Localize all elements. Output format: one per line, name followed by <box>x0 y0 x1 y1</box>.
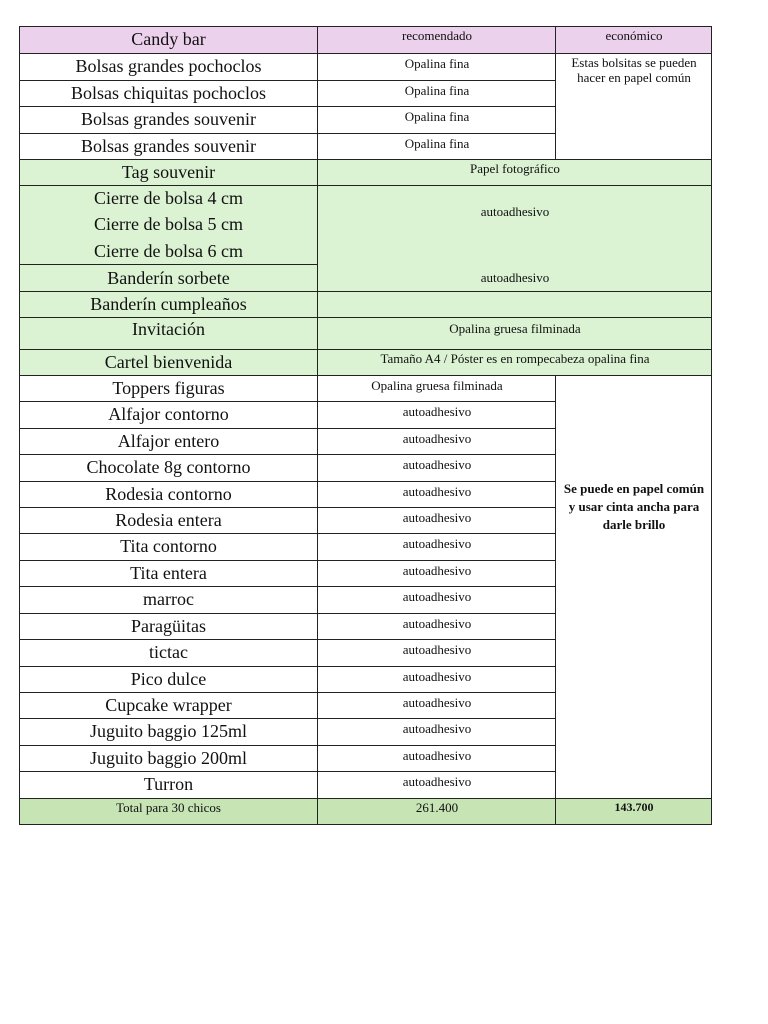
bags-note: Estas bolsitas se pueden hacer en papel común <box>571 55 697 85</box>
item-cell: Cupcake wrapper <box>105 694 232 715</box>
material-cell: autoadhesivo <box>480 203 550 219</box>
item-cell: marroc <box>143 589 194 609</box>
total-label: Total para 30 chicos <box>116 800 221 815</box>
material-cell: autoadhesivo <box>402 536 472 551</box>
item-cell: Alfajor entero <box>117 430 220 451</box>
material-cell: autoadhesivo <box>402 669 472 684</box>
item-cell: Rodesia contorno <box>105 483 232 504</box>
grid-line <box>19 106 556 107</box>
grid-line <box>19 53 712 54</box>
grid-line <box>19 401 556 402</box>
grid-line <box>19 745 556 746</box>
item-cell: Alfajor contorno <box>108 404 229 424</box>
item-cell: Bolsas grandes pochoclos <box>75 56 262 76</box>
grid-line <box>19 185 712 186</box>
material-cell: Opalina gruesa filminada <box>449 321 581 336</box>
material-cell: autoadhesivo <box>480 270 550 285</box>
item-cell: Tag souvenir <box>121 161 216 182</box>
item-cell: Banderín sorbete <box>107 267 230 288</box>
grid-line <box>19 586 556 587</box>
grid-line <box>19 507 556 508</box>
item-cell: Bolsas chiquitas pochoclos <box>71 82 266 103</box>
item-cell: Cierre de bolsa 6 cm <box>94 241 243 261</box>
material-cell: autoadhesivo <box>402 589 472 604</box>
grid-line <box>19 613 556 614</box>
item-cell: Chocolate 8g contorno <box>86 457 251 477</box>
grid-line <box>19 639 556 640</box>
material-cell: Papel fotográfico <box>470 161 560 176</box>
item-cell: Tita entera <box>130 562 207 583</box>
grid-line <box>19 264 318 265</box>
item-cell: Banderín cumpleaños <box>90 293 247 314</box>
item-cell: Bolsas grandes souvenir <box>81 135 256 156</box>
material-cell: autoadhesivo <box>402 721 472 736</box>
item-cell: Juguito baggio 125ml <box>90 721 247 741</box>
grid-line <box>19 133 556 134</box>
item-cell: Juguito baggio 200ml <box>90 747 247 768</box>
material-cell: autoadhesivo <box>402 616 472 631</box>
grid-line <box>19 26 20 825</box>
grid-line <box>317 26 318 825</box>
grid-line <box>19 692 556 693</box>
material-cell: Opalina fina <box>404 83 470 98</box>
item-cell: Cierre de bolsa 5 cm <box>94 214 243 234</box>
grid-line <box>19 718 556 719</box>
grid-line <box>19 560 556 561</box>
grid-line <box>19 771 556 772</box>
total-economic: 143.700 <box>614 800 654 814</box>
material-cell: autoadhesivo <box>402 404 472 419</box>
material-cell: autoadhesivo <box>402 563 472 578</box>
item-cell: Cierre de bolsa 4 cm <box>94 187 243 208</box>
item-cell: Turron <box>143 774 194 794</box>
grid-line <box>19 349 712 350</box>
price-table <box>19 26 712 825</box>
grid-line <box>19 159 712 160</box>
grid-line <box>19 533 556 534</box>
item-cell: Toppers figuras <box>112 377 225 398</box>
grid-line <box>711 26 712 825</box>
material-cell: Tamaño A4 / Póster es en rompecabeza opalina fina <box>380 351 650 366</box>
material-cell: autoadhesivo <box>402 774 472 789</box>
grid-line <box>19 454 556 455</box>
item-cell: Invitación <box>132 319 205 339</box>
grid-line <box>19 798 712 799</box>
material-cell: autoadhesivo <box>402 431 472 446</box>
grid-line <box>555 26 556 159</box>
material-cell: autoadhesivo <box>402 457 472 472</box>
material-cell: autoadhesivo <box>402 695 472 710</box>
material-cell: Opalina fina <box>404 56 470 71</box>
header-recommended: recomendado <box>318 26 556 53</box>
item-cell: Rodesia entera <box>115 509 222 530</box>
material-cell: autoadhesivo <box>402 484 472 499</box>
item-cell: Pico dulce <box>130 668 207 689</box>
material-cell: Opalina fina <box>404 136 470 151</box>
header-economic: económico <box>556 26 712 53</box>
item-cell: Paragüitas <box>131 615 206 636</box>
item-cell: tictac <box>149 642 188 662</box>
material-cell: autoadhesivo <box>402 748 472 763</box>
grid-line <box>19 375 712 376</box>
material-cell: Opalina fina <box>404 109 470 124</box>
header-item: Candy bar <box>19 26 318 53</box>
grid-line <box>555 375 556 825</box>
grid-line <box>19 317 712 318</box>
item-cell: Tita contorno <box>120 536 217 556</box>
grid-line <box>19 291 712 292</box>
material-cell: autoadhesivo <box>402 510 472 525</box>
item-cell: Cartel bienvenida <box>104 351 233 372</box>
grid-line <box>19 666 556 667</box>
grid-line <box>19 26 712 27</box>
grid-line <box>19 80 556 81</box>
labels-note: Se puede en papel común y usar cinta ancha para darle brillo <box>563 481 705 532</box>
grid-line <box>19 481 556 482</box>
grid-line <box>19 428 556 429</box>
grid-line <box>19 824 712 825</box>
material-cell: autoadhesivo <box>402 642 472 657</box>
item-cell: Bolsas grandes souvenir <box>81 109 256 129</box>
total-recommended: 261.400 <box>415 800 459 815</box>
material-cell: Opalina gruesa filminada <box>371 378 503 393</box>
